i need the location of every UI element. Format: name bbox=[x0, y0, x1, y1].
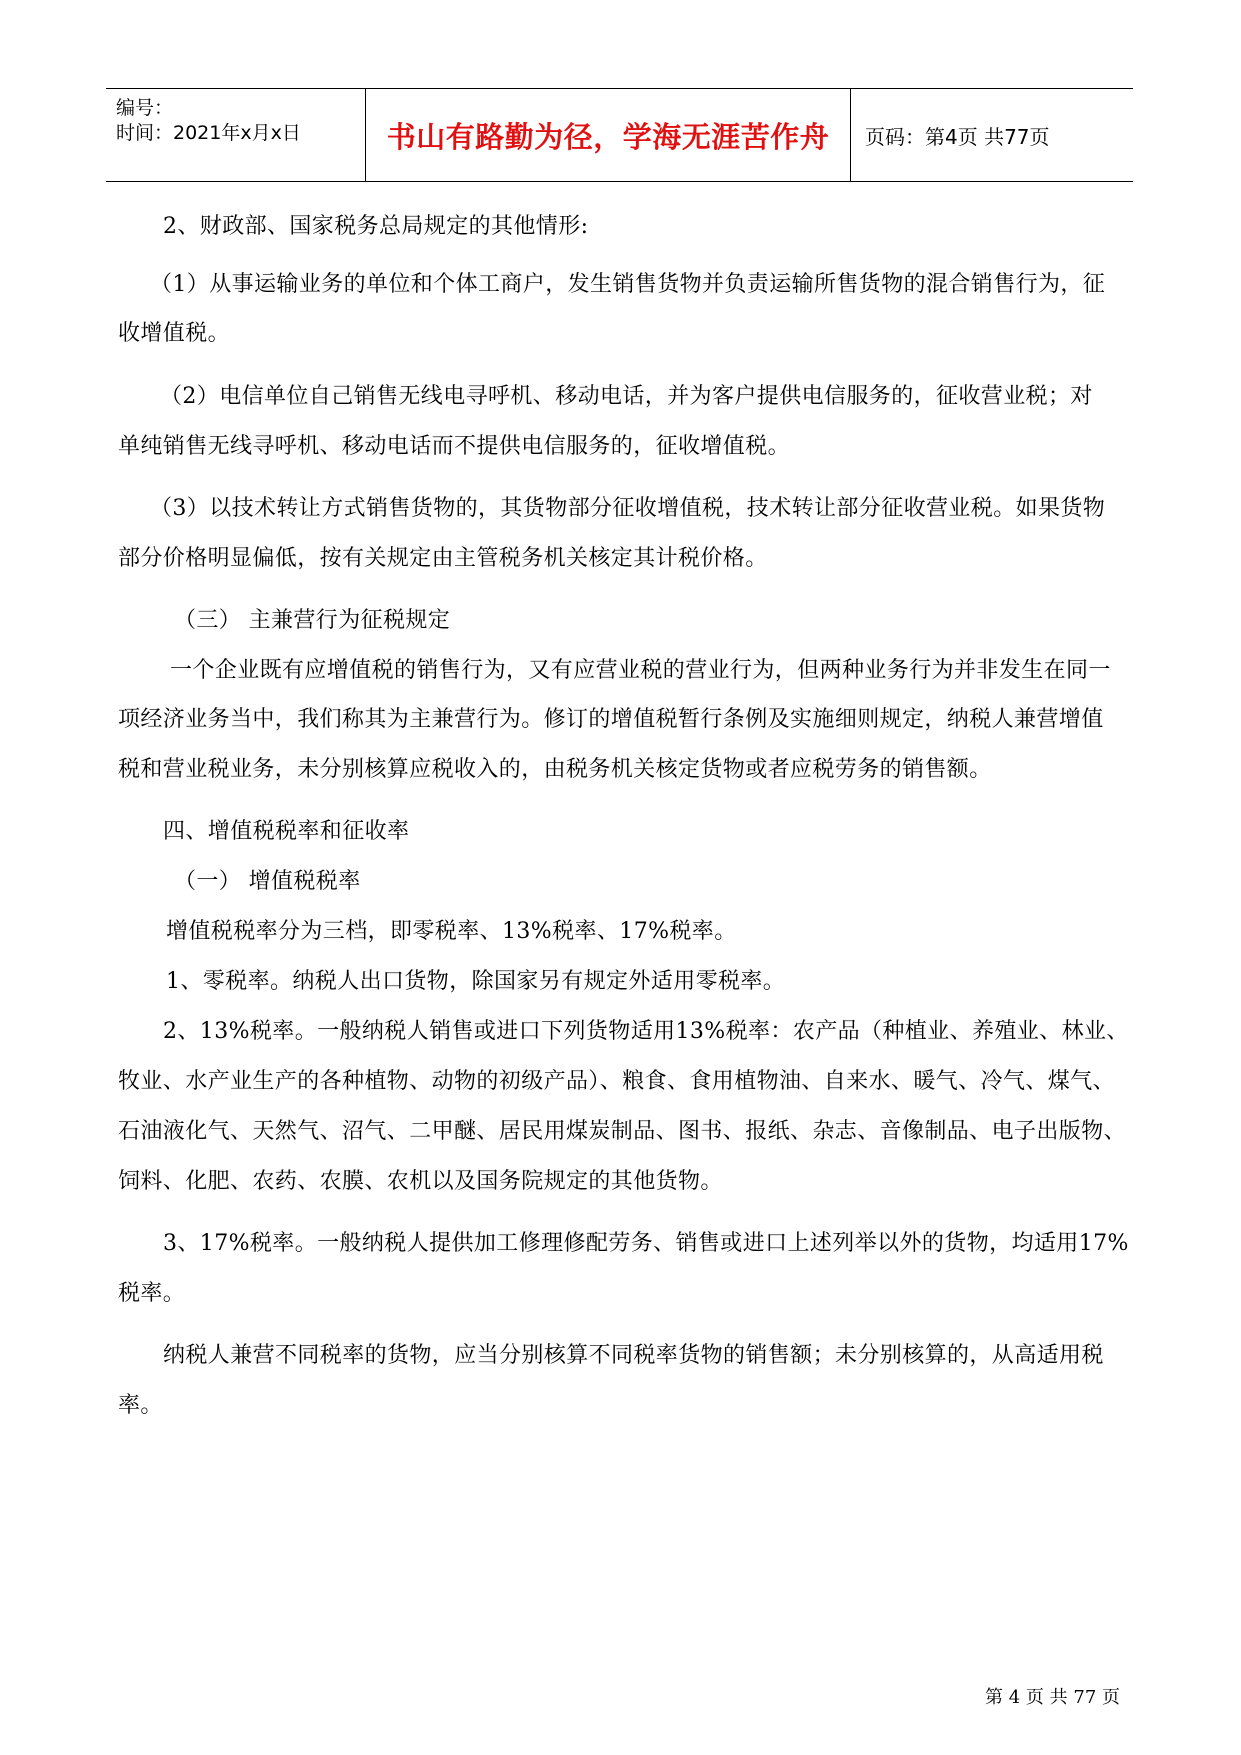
paragraph-line: 3、17%税率。一般纳税人提供加工修理修配劳务、销售或进口上述列举以外的货物，均适用17% bbox=[163, 1231, 1129, 1256]
paragraph-line: （3）以技术转让方式销售货物的，其货物部分征收增值税，技术转让部分征收营业税。如果货物 bbox=[150, 496, 1106, 521]
paragraph-line: 收增值税。 bbox=[118, 321, 231, 346]
paragraph-line: 增值税税率分为三档，即零税率、13%税率、17%税率。 bbox=[166, 919, 737, 944]
header-page-cell bbox=[851, 89, 1133, 181]
paragraph-line: 牧业、水产业生产的各种植物、动物的初级产品）、粮食、食用植物油、自来水、暖气、冷气、煤气、 bbox=[118, 1069, 1116, 1094]
document-number-label: 编号： bbox=[116, 97, 174, 119]
paragraph-line: 石油液化气、天然气、沼气、二甲醚、居民用煤炭制品、图书、报纸、杂志、音像制品、电子出版物、 bbox=[118, 1119, 1127, 1144]
paragraph-line: 税和营业税业务，未分别核算应税收入的，由税务机关核定货物或者应税劳务的销售额。 bbox=[118, 757, 992, 782]
paragraph-line: 一个企业既有应增值税的销售行为，又有应营业税的营业行为，但两种业务行为并非发生在同一 bbox=[170, 658, 1111, 683]
paragraph-line: 纳税人兼营不同税率的货物，应当分别核算不同税率货物的销售额；未分别核算的，从高适用税 bbox=[163, 1343, 1104, 1368]
paragraph-line: 饲料、化肥、农药、农膜、农机以及国务院规定的其他货物。 bbox=[118, 1169, 723, 1194]
paragraph-line: 率。 bbox=[118, 1393, 163, 1418]
section-heading: 四、增值税税率和征收率 bbox=[163, 819, 410, 844]
paragraph-line: 单纯销售无线寻呼机、移动电话而不提供电信服务的，征收增值税。 bbox=[118, 434, 791, 459]
paragraph-line: 2、13%税率。一般纳税人销售或进口下列货物适用13%税率：农产品（种植业、养殖业、林业、 bbox=[163, 1019, 1129, 1044]
paragraph-line: 部分价格明显偏低，按有关规定由主管税务机关核定其计税价格。 bbox=[118, 546, 768, 571]
paragraph-line: 税率。 bbox=[118, 1281, 186, 1306]
paragraph-line: 项经济业务当中，我们称其为主兼营行为。修订的增值税暂行条例及实施细则规定，纳税人兼营增值 bbox=[118, 707, 1104, 732]
page-code: 页码：第4页 共77页 bbox=[865, 124, 1050, 149]
motto-text: 书山有路勤为径，学海无涯苦作舟 bbox=[386, 119, 830, 154]
paragraph-line: 2、财政部、国家税务总局规定的其他情形: bbox=[163, 214, 589, 239]
document-date: 时间：2021年x月x日 bbox=[116, 122, 301, 144]
document-header bbox=[106, 88, 1133, 182]
paragraph-line: （1）从事运输业务的单位和个体工商户，发生销售货物并负责运输所售货物的混合销售行为，征 bbox=[150, 272, 1106, 297]
section-heading: （三） 主兼营行为征税规定 bbox=[174, 608, 451, 633]
page-footer: 第 4 页 共 77 页 bbox=[985, 1687, 1120, 1708]
header-meta-cell bbox=[106, 89, 366, 181]
header-motto-cell bbox=[366, 89, 851, 181]
paragraph-line: 1、零税率。纳税人出口货物，除国家另有规定外适用零税率。 bbox=[166, 969, 786, 994]
paragraph-line: （2）电信单位自己销售无线电寻呼机、移动电话，并为客户提供电信服务的，征收营业税；对 bbox=[160, 384, 1093, 409]
section-heading: （一） 增值税税率 bbox=[174, 869, 361, 894]
